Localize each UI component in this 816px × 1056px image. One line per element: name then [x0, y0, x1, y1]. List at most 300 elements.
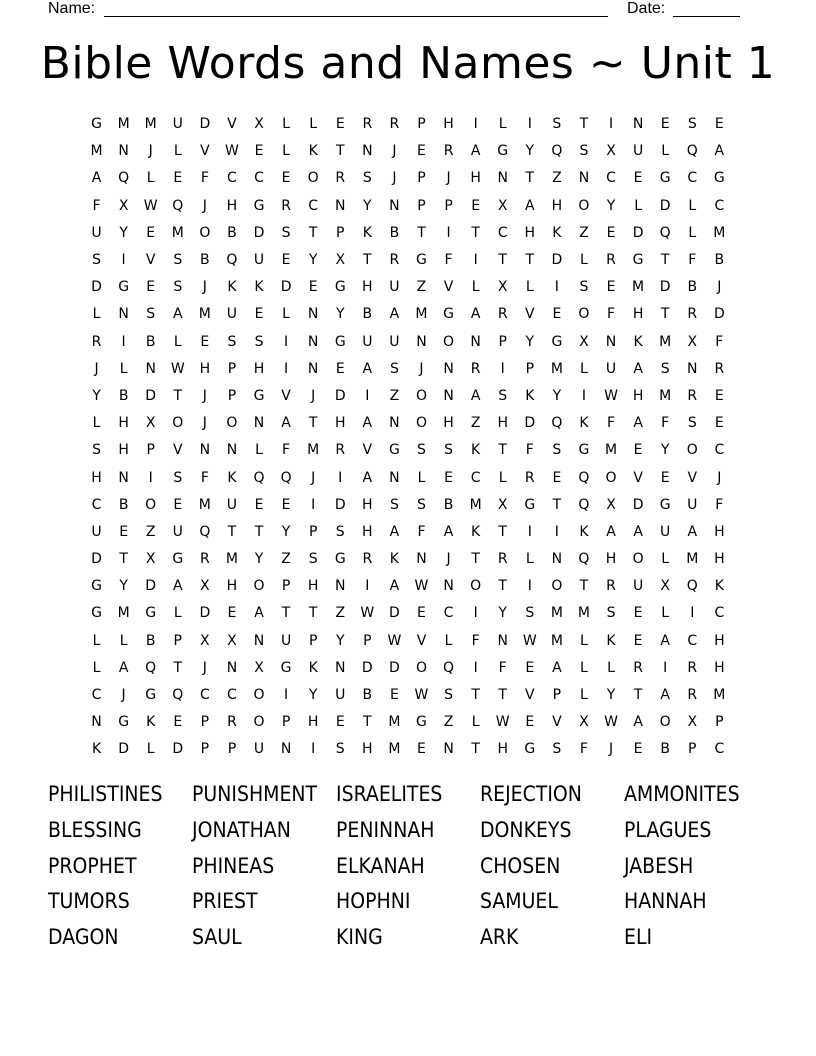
grid-letter: E	[552, 306, 562, 323]
grid-letter: I	[121, 252, 126, 269]
grid-letter: X	[660, 578, 670, 595]
grid-letter: M	[577, 605, 590, 622]
word-bank-item: PENINNAH	[336, 817, 435, 842]
grid-letter: U	[226, 496, 238, 513]
grid-letter: R	[227, 714, 237, 731]
grid-letter: L	[661, 143, 670, 160]
grid-letter: M	[550, 605, 563, 622]
grid-letter: Z	[443, 714, 454, 731]
grid-letter: I	[311, 496, 316, 513]
grid-letter: I	[527, 116, 532, 133]
grid-letter: Y	[308, 252, 318, 269]
grid-letter: W	[604, 387, 618, 404]
grid-letter: H	[199, 360, 211, 377]
grid-letter: F	[200, 469, 209, 486]
grid-letter: A	[633, 360, 643, 377]
grid-letter: Z	[281, 551, 291, 568]
name-date-header	[0, 0, 816, 20]
grid-letter: C	[91, 496, 102, 513]
grid-letter: H	[632, 306, 644, 323]
grid-letter: Q	[578, 496, 590, 513]
grid-letter: S	[92, 252, 101, 269]
grid-letter: N	[91, 714, 102, 731]
grid-letter: G	[172, 551, 184, 568]
grid-letter: T	[173, 659, 183, 676]
grid-letter: J	[717, 279, 722, 296]
grid-letter: B	[714, 252, 725, 269]
grid-letter: U	[226, 306, 238, 323]
grid-letter: E	[714, 415, 724, 432]
grid-letter: H	[714, 632, 725, 649]
grid-letter: C	[687, 632, 698, 649]
grid-letter: L	[498, 116, 507, 133]
grid-letter: T	[498, 687, 507, 704]
grid-letter: R	[633, 659, 643, 676]
word-bank-item: DONKEYS	[480, 817, 572, 842]
grid-letter: V	[200, 143, 210, 160]
grid-letter: P	[227, 360, 237, 377]
grid-letter: P	[363, 632, 372, 649]
grid-letter: A	[254, 605, 264, 622]
grid-letter: A	[633, 523, 643, 540]
grid-letter: Q	[226, 252, 238, 269]
grid-letter: Y	[525, 333, 535, 350]
grid-letter: X	[200, 578, 210, 595]
grid-letter: Z	[579, 224, 589, 241]
grid-letter: T	[308, 415, 318, 432]
grid-letter: N	[145, 360, 156, 377]
grid-letter: D	[280, 279, 292, 296]
grid-letter: G	[551, 333, 563, 350]
grid-letter: E	[146, 224, 156, 241]
grid-letter: X	[497, 197, 508, 214]
grid-letter: N	[551, 551, 563, 568]
grid-letter: L	[688, 197, 697, 214]
grid-row	[83, 682, 733, 709]
grid-letter: E	[335, 714, 345, 731]
grid-letter: L	[282, 306, 290, 323]
grid-row	[83, 492, 733, 519]
grid-letter: E	[606, 279, 616, 296]
grid-letter: N	[362, 143, 373, 160]
grid-letter: M	[144, 116, 157, 133]
grid-letter: K	[146, 714, 156, 731]
grid-letter: L	[255, 442, 263, 459]
word-bank-item: PLAGUES	[624, 817, 712, 842]
grid-letter: R	[470, 360, 481, 377]
grid-letter: X	[335, 252, 346, 269]
grid-letter: T	[417, 224, 426, 241]
grid-letter: J	[94, 360, 99, 377]
grid-letter: P	[200, 714, 210, 731]
grid-letter: O	[415, 415, 427, 432]
grid-letter: A	[633, 714, 643, 731]
word-bank-item: ARK	[480, 925, 519, 950]
grid-letter: S	[552, 442, 562, 459]
grid-letter: O	[253, 714, 265, 731]
grid-letter: D	[334, 496, 346, 513]
grid-letter: G	[145, 687, 157, 704]
grid-letter: T	[633, 687, 643, 704]
grid-letter: A	[172, 306, 183, 323]
grid-letter: U	[362, 333, 373, 350]
grid-letter: S	[417, 496, 426, 513]
grid-letter: H	[470, 170, 481, 187]
grid-row	[83, 655, 733, 682]
grid-letter: E	[444, 469, 453, 486]
grid-letter: G	[659, 496, 671, 513]
grid-letter: I	[690, 605, 695, 622]
grid-letter: Y	[363, 197, 372, 214]
grid-letter: E	[633, 442, 643, 459]
grid-letter: D	[659, 279, 671, 296]
grid-letter: B	[687, 279, 698, 296]
word-bank-item: HANNAH	[624, 889, 707, 914]
grid-letter: E	[227, 605, 237, 622]
grid-letter: D	[91, 279, 102, 296]
grid-letter: L	[92, 415, 101, 432]
grid-letter: N	[605, 333, 617, 350]
grid-letter: Q	[578, 469, 590, 486]
grid-letter: R	[687, 306, 698, 323]
grid-letter: X	[606, 496, 616, 513]
grid-letter: I	[284, 333, 289, 350]
grid-letter: B	[389, 224, 400, 241]
grid-letter: K	[525, 387, 535, 404]
word-bank-item: PROPHET	[48, 853, 137, 878]
grid-row	[83, 329, 733, 356]
grid-letter: R	[362, 551, 373, 568]
grid-letter: I	[554, 523, 559, 540]
grid-letter: L	[607, 659, 615, 676]
grid-letter: Q	[551, 415, 563, 432]
grid-letter: C	[308, 197, 319, 214]
grid-letter: N	[389, 197, 400, 214]
grid-letter: E	[254, 496, 264, 513]
grid-letter: S	[173, 469, 183, 486]
grid-letter: G	[713, 170, 725, 187]
grid-letter: T	[498, 523, 507, 540]
grid-letter: N	[443, 387, 454, 404]
grid-letter: P	[281, 578, 291, 595]
grid-letter: F	[282, 442, 291, 459]
grid-letter: N	[280, 741, 292, 758]
grid-letter: V	[525, 306, 535, 323]
grid-letter: O	[470, 578, 482, 595]
grid-letter: F	[444, 252, 453, 269]
grid-letter: J	[202, 415, 207, 432]
grid-letter: U	[172, 116, 183, 133]
grid-letter: H	[362, 496, 373, 513]
grid-letter: T	[363, 714, 372, 731]
grid-letter: A	[660, 687, 670, 704]
grid-letter: Q	[280, 469, 292, 486]
grid-letter: V	[687, 469, 698, 486]
grid-letter: D	[145, 387, 157, 404]
grid-letter: U	[91, 224, 102, 241]
grid-letter: L	[498, 469, 507, 486]
grid-letter: P	[498, 333, 507, 350]
grid-letter: M	[415, 306, 428, 323]
grid-letter: B	[443, 496, 454, 513]
grid-letter: G	[253, 387, 265, 404]
grid-letter: S	[92, 442, 101, 459]
grid-letter: L	[119, 360, 128, 377]
grid-letter: O	[443, 333, 455, 350]
grid-letter: I	[338, 469, 343, 486]
grid-letter: T	[363, 252, 372, 269]
grid-letter: T	[471, 741, 480, 758]
grid-letter: H	[524, 224, 536, 241]
grid-letter: L	[661, 551, 670, 568]
grid-row	[83, 301, 733, 328]
grid-letter: D	[659, 197, 671, 214]
grid-letter: H	[632, 387, 644, 404]
word-bank-item: CHOSEN	[480, 853, 561, 878]
grid-letter: U	[253, 741, 265, 758]
grid-letter: X	[687, 714, 698, 731]
grid-letter: P	[715, 714, 724, 731]
grid-letter: N	[497, 170, 508, 187]
grid-letter: B	[200, 252, 210, 269]
grid-letter: F	[688, 252, 697, 269]
grid-letter: S	[444, 442, 453, 459]
grid-letter: P	[281, 714, 291, 731]
word-bank-item: ELI	[624, 925, 653, 950]
grid-letter: C	[714, 741, 725, 758]
grid-letter: C	[714, 442, 725, 459]
grid-letter: O	[226, 415, 238, 432]
grid-row	[83, 138, 733, 165]
grid-letter: N	[118, 469, 129, 486]
grid-letter: G	[91, 578, 102, 595]
grid-letter: H	[91, 469, 102, 486]
grid-letter: L	[634, 197, 642, 214]
grid-letter: E	[173, 170, 183, 187]
grid-letter: P	[173, 632, 182, 649]
grid-letter: V	[633, 469, 643, 486]
grid-letter: G	[416, 714, 427, 731]
grid-letter: Q	[253, 469, 265, 486]
grid-letter: E	[335, 360, 345, 377]
grid-letter: M	[659, 387, 672, 404]
grid-letter: N	[443, 360, 454, 377]
grid-letter: T	[173, 387, 183, 404]
grid-letter: H	[307, 714, 319, 731]
grid-letter: N	[389, 415, 400, 432]
grid-letter: Q	[686, 578, 698, 595]
grid-letter: M	[713, 687, 726, 704]
grid-letter: T	[308, 224, 318, 241]
grid-letter: Q	[145, 659, 157, 676]
grid-letter: L	[688, 224, 697, 241]
grid-letter: I	[663, 659, 668, 676]
grid-letter: I	[473, 116, 478, 133]
grid-letter: N	[687, 360, 698, 377]
grid-letter: M	[550, 360, 563, 377]
grid-letter: E	[417, 143, 426, 160]
word-bank-item: TUMORS	[48, 889, 130, 914]
grid-letter: S	[552, 741, 562, 758]
grid-letter: X	[145, 415, 156, 432]
grid-letter: K	[308, 659, 318, 676]
grid-letter: F	[92, 197, 101, 214]
grid-letter: Y	[281, 523, 291, 540]
grid-letter: A	[172, 578, 183, 595]
grid-letter: B	[227, 224, 237, 241]
grid-letter: R	[524, 469, 535, 486]
grid-letter: T	[660, 306, 670, 323]
grid-letter: B	[145, 632, 156, 649]
grid-letter: O	[172, 415, 184, 432]
grid-letter: O	[551, 578, 563, 595]
grid-letter: T	[335, 143, 345, 160]
word-bank-item: KING	[336, 925, 383, 950]
grid-letter: A	[443, 523, 454, 540]
grid-letter: Z	[552, 170, 562, 187]
grid-letter: X	[497, 279, 508, 296]
grid-letter: G	[524, 741, 536, 758]
grid-letter: I	[148, 469, 153, 486]
grid-letter: E	[633, 170, 643, 187]
grid-letter: Q	[551, 143, 563, 160]
grid-letter: R	[687, 659, 698, 676]
grid-letter: V	[525, 687, 535, 704]
grid-letter: N	[307, 360, 319, 377]
grid-letter: P	[308, 632, 318, 649]
grid-letter: I	[365, 387, 370, 404]
grid-letter: G	[416, 252, 427, 269]
grid-row	[83, 600, 733, 627]
grid-letter: N	[307, 333, 319, 350]
grid-letter: N	[335, 197, 346, 214]
grid-row	[83, 193, 733, 220]
grid-letter: R	[389, 252, 400, 269]
grid-letter: K	[471, 523, 481, 540]
word-bank-item: JONATHAN	[192, 817, 291, 842]
word-bank-item: PRIEST	[192, 889, 258, 914]
grid-letter: U	[632, 143, 644, 160]
grid-row	[83, 274, 733, 301]
grid-letter: K	[254, 279, 264, 296]
grid-letter: S	[498, 387, 508, 404]
grid-letter: J	[202, 387, 207, 404]
grid-letter: N	[632, 116, 644, 133]
word-bank-item: JABESH	[624, 853, 694, 878]
grid-letter: O	[253, 687, 265, 704]
grid-letter: H	[307, 578, 319, 595]
grid-letter: N	[389, 469, 400, 486]
grid-letter: C	[606, 170, 616, 187]
grid-letter: V	[362, 442, 373, 459]
grid-letter: F	[715, 496, 724, 513]
grid-letter: X	[227, 632, 237, 649]
grid-letter: T	[471, 551, 480, 568]
word-bank-item: SAMUEL	[480, 889, 558, 914]
grid-letter: S	[146, 306, 156, 323]
grid-letter: O	[307, 170, 319, 187]
grid-letter: R	[497, 306, 508, 323]
grid-letter: L	[173, 605, 182, 622]
grid-letter: D	[199, 605, 211, 622]
grid-letter: T	[119, 551, 128, 568]
grid-letter: Y	[335, 306, 345, 323]
grid-letter: E	[254, 143, 264, 160]
grid-letter: B	[145, 333, 156, 350]
grid-letter: C	[91, 687, 102, 704]
grid-letter: I	[311, 741, 316, 758]
grid-letter: E	[633, 605, 643, 622]
grid-letter: P	[308, 523, 318, 540]
grid-letter: V	[416, 632, 427, 649]
grid-letter: O	[578, 306, 590, 323]
grid-letter: T	[308, 605, 318, 622]
grid-letter: L	[417, 469, 426, 486]
grid-letter: P	[525, 360, 535, 377]
grid-letter: I	[581, 387, 587, 404]
grid-row	[83, 383, 733, 410]
grid-letter: I	[473, 605, 478, 622]
grid-letter: A	[389, 578, 400, 595]
grid-letter: O	[686, 442, 698, 459]
grid-letter: Y	[525, 143, 535, 160]
grid-letter: T	[498, 252, 507, 269]
grid-letter: T	[552, 496, 562, 513]
grid-letter: P	[227, 741, 237, 758]
grid-letter: J	[202, 659, 207, 676]
grid-letter: F	[579, 741, 588, 758]
grid-letter: H	[714, 551, 725, 568]
grid-letter: B	[118, 387, 129, 404]
grid-letter: F	[715, 333, 724, 350]
grid-letter: T	[471, 224, 480, 241]
grid-letter: K	[552, 224, 562, 241]
grid-letter: M	[686, 551, 699, 568]
grid-letter: L	[471, 714, 480, 731]
grid-letter: F	[200, 170, 209, 187]
grid-letter: I	[608, 116, 614, 133]
grid-letter: X	[606, 143, 616, 160]
grid-letter: P	[417, 197, 426, 214]
grid-letter: E	[525, 714, 535, 731]
grid-letter: P	[688, 741, 697, 758]
grid-letter: H	[714, 659, 725, 676]
grid-letter: A	[525, 197, 535, 214]
grid-letter: S	[606, 605, 616, 622]
grid-row	[83, 736, 733, 763]
grid-letter: M	[307, 442, 320, 459]
grid-letter: R	[497, 551, 508, 568]
grid-letter: E	[281, 170, 291, 187]
word-bank-item: AMMONITES	[624, 782, 740, 806]
grid-letter: S	[335, 523, 345, 540]
grid-row	[83, 356, 733, 383]
grid-letter: M	[171, 224, 184, 241]
grid-letter: O	[415, 387, 427, 404]
grid-letter: Z	[335, 605, 346, 622]
grid-letter: T	[579, 116, 589, 133]
grid-letter: M	[90, 143, 103, 160]
word-bank-item: PUNISHMENT	[192, 782, 318, 806]
grid-row	[83, 111, 733, 138]
grid-letter: U	[632, 578, 644, 595]
grid-letter: A	[470, 387, 481, 404]
grid-letter: J	[148, 143, 153, 160]
grid-letter: T	[525, 170, 535, 187]
grid-letter: W	[143, 197, 158, 214]
grid-letter: R	[91, 333, 102, 350]
grid-letter: N	[335, 578, 346, 595]
